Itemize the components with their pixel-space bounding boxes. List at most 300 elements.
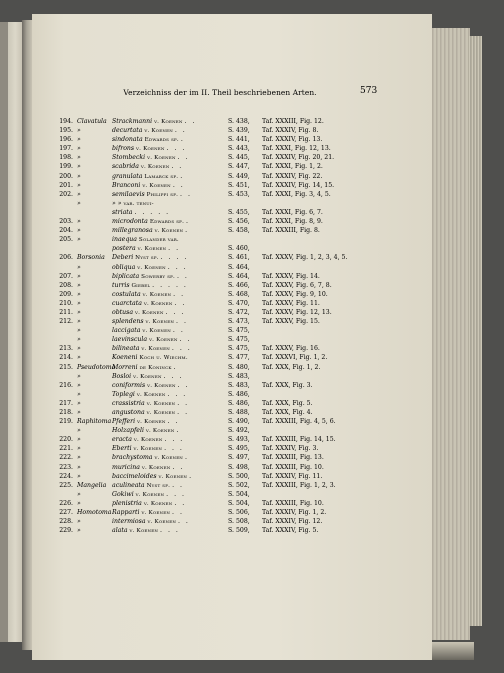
entry-number: 216.: [59, 381, 73, 389]
plate-reference: [262, 244, 392, 253]
species-name: granulata: [112, 172, 143, 180]
entry-species: [112, 499, 228, 508]
entry-number: 219.: [59, 418, 73, 426]
species-author: v. Koenen: [145, 428, 175, 435]
page-reference: S. 506,: [228, 509, 250, 517]
leader-dots: . . .: [160, 527, 180, 535]
page-reference: S. 447,: [228, 163, 250, 171]
entry-number: 224.: [59, 472, 73, 480]
species-name: sindonata: [112, 136, 143, 144]
entry-species: [112, 199, 228, 208]
index-entry: [48, 463, 428, 472]
index-entry: [48, 263, 428, 272]
entry-genus: »: [77, 336, 81, 344]
entry-species: [112, 426, 228, 435]
leader-dots: . . . .: [160, 254, 189, 262]
entry-species: [112, 272, 228, 281]
leader-dots: . .: [174, 299, 187, 307]
species-name: laccigata: [112, 327, 141, 335]
page-reference: S. 483,: [228, 381, 250, 389]
plate-reference: Taf. XXXV, Fig. 12, 13.: [262, 308, 332, 316]
species-author: v. Koenen: [133, 437, 163, 444]
entry-number: 203.: [59, 218, 73, 226]
page-stack-edge: [430, 28, 470, 640]
page-reference: S. 443,: [228, 145, 250, 153]
entry-genus: »: [77, 399, 81, 407]
page-reference: S. 466,: [228, 281, 250, 289]
entry-species: [112, 153, 228, 162]
page-reference: S. 504,: [228, 490, 250, 498]
species-author: v. Koenen: [154, 455, 184, 462]
index-entry: [48, 481, 428, 490]
page-reference: S. 477,: [228, 354, 250, 362]
entry-genus: »: [77, 427, 81, 435]
index-entry: [48, 235, 428, 244]
entry-species: [112, 472, 228, 481]
entry-genus: Clavatula: [77, 118, 107, 125]
index-entry: [48, 290, 428, 299]
index-entry: [48, 299, 428, 308]
running-header: Verzeichniss der im II. Theil beschriebenen Arten.: [123, 88, 317, 97]
entry-species: [112, 481, 228, 490]
species-author: v. Koenen: [135, 309, 164, 316]
page-reference: S. 490,: [228, 418, 250, 426]
entry-genus: [77, 208, 112, 217]
plate-reference: Taf. XXXIII, Fig. 1, 2, 3.: [262, 481, 336, 489]
entry-genus: Borsonia: [77, 254, 105, 262]
species-author: de Koninck: [139, 364, 172, 371]
entry-number: 226.: [59, 499, 73, 507]
species-author: v. Koenen: [149, 337, 178, 344]
page-reference: S. 439,: [228, 127, 250, 135]
entry-number: 215.: [59, 363, 73, 371]
index-entry: [48, 372, 428, 381]
entry-number: 225.: [59, 481, 73, 489]
entry-genus: »: [77, 472, 81, 480]
species-author: v. Koenen: [146, 400, 176, 407]
species-index-list: [48, 117, 428, 535]
species-author: v. Koenen: [141, 346, 170, 353]
leader-dots: . .: [177, 154, 190, 162]
species-name: plenistria: [112, 499, 142, 507]
species-name: cuarctata: [112, 299, 142, 307]
page-reference: S. 451,: [228, 181, 250, 189]
index-entry: [48, 444, 428, 453]
index-entry: [48, 399, 428, 408]
species-name: » »: [112, 199, 122, 207]
species-name: splendens: [112, 318, 144, 326]
leader-dots: . .: [167, 418, 180, 426]
species-author: Giebel: [131, 282, 151, 289]
entry-genus: »: [77, 436, 81, 444]
entry-species: [112, 208, 228, 217]
plate-reference: Taf. XXXIV, Fig. 22.: [262, 172, 323, 180]
entry-genus: »: [77, 499, 81, 507]
plate-reference: Taf. XXXIII, Fig. 13.: [262, 454, 324, 462]
page-reference: S. 497,: [228, 454, 250, 462]
species-author: v. Koenen: [137, 264, 166, 271]
leader-dots: .: [173, 363, 178, 371]
entry-species: [112, 308, 228, 317]
entry-genus: »: [77, 409, 81, 416]
species-name: Toplegi: [112, 390, 135, 398]
entry-number: [48, 490, 77, 499]
page-reference: S. 470,: [228, 299, 250, 307]
index-entry: [48, 326, 428, 335]
index-entry: [48, 144, 428, 153]
leader-dots: . .: [178, 518, 190, 526]
index-entry: [48, 435, 428, 444]
leader-dots: .: [185, 227, 190, 235]
entry-genus: »: [77, 172, 81, 180]
leader-dots: . .: [184, 118, 197, 125]
entry-species: [112, 353, 228, 362]
species-author: v. Koenen: [142, 291, 172, 298]
entry-number: 220.: [59, 436, 73, 444]
plate-reference: Taf. XXXIII, Fig. 4, 5, 6.: [262, 418, 336, 426]
plate-reference: Taf. XXX, Fig. 3.: [262, 381, 313, 389]
index-entry: [48, 453, 428, 462]
entry-genus: »: [77, 463, 81, 471]
plate-reference: Taf. XXXI, Fig. 6, 7.: [262, 208, 323, 216]
leader-dots: . .: [173, 290, 186, 298]
leader-dots: . .: [168, 245, 181, 253]
species-name: Strackmanni: [112, 118, 153, 125]
page-reference: S. 473,: [228, 318, 250, 326]
leader-dots: . .: [180, 190, 192, 198]
index-entry: [48, 208, 428, 217]
plate-reference: Taf. XXXV, Fig. 14.: [262, 272, 320, 280]
entry-genus: »: [77, 527, 81, 535]
species-name: millegranosa: [112, 227, 153, 235]
species-author: v. Koenen: [154, 228, 184, 235]
species-author: Lamarck sp.: [144, 173, 179, 180]
plate-reference: Taf. XXXI, Fig. 12, 13.: [262, 145, 331, 153]
leader-dots: . . .: [164, 436, 185, 444]
plate-reference: Taf. XXXIII, Fig. 8.: [262, 227, 320, 235]
entry-species: [112, 281, 228, 290]
page-reference: S. 500,: [228, 472, 250, 480]
species-name: Bosloi: [112, 372, 132, 380]
leader-dots: . .: [172, 181, 185, 189]
page-reference: S. 458,: [228, 227, 250, 235]
leader-dots: . .: [171, 163, 184, 171]
entry-species: [112, 299, 228, 308]
entry-number: [48, 372, 77, 381]
entry-species: [112, 372, 228, 381]
entry-number: 208.: [59, 281, 73, 289]
left-page-shadow: [0, 22, 8, 642]
species-name: turris: [112, 281, 130, 289]
index-entry: [48, 526, 428, 535]
leader-dots: . .: [177, 381, 190, 389]
species-name: coniformis: [112, 381, 146, 389]
entry-species: [112, 344, 228, 353]
page-reference: S. 445,: [228, 154, 250, 162]
entry-genus: »: [77, 218, 81, 226]
entry-genus: »: [77, 345, 81, 353]
species-name: striata: [112, 208, 133, 216]
entry-species: [112, 263, 228, 272]
entry-number: 201.: [59, 181, 73, 189]
species-name: Deberi: [112, 254, 134, 262]
entry-genus: »: [77, 372, 81, 380]
plate-reference: Taf. XXXV, Fig. 15.: [262, 318, 320, 326]
leader-dots: . .: [172, 509, 184, 517]
plate-reference: Taf. XXX, Fig. 5.: [262, 399, 313, 407]
leader-dots: . .: [172, 481, 184, 489]
leader-dots: . . .: [171, 345, 192, 353]
entry-species: [112, 381, 228, 390]
entry-number: 211.: [59, 308, 73, 316]
entry-species: [112, 517, 228, 526]
entry-genus: »: [77, 318, 81, 326]
index-entry: [48, 244, 428, 253]
species-author: v. Koenen: [143, 500, 173, 507]
entry-genus: »: [77, 445, 81, 453]
index-entry: [48, 335, 428, 344]
entry-genus: »: [77, 190, 81, 198]
page-reference: S. 493,: [228, 436, 250, 444]
species-name: microdonta: [112, 218, 148, 226]
entry-species: [112, 253, 228, 262]
index-entry: [48, 253, 428, 262]
page-reference: S. 492,: [228, 427, 250, 435]
entry-number: 202.: [59, 190, 73, 198]
entry-species: [112, 172, 228, 181]
species-author: v. Koenen: [140, 164, 170, 171]
page-reference: S. 495,: [228, 445, 250, 453]
leader-dots: . .: [174, 127, 187, 135]
index-entry: [48, 408, 428, 417]
index-entry: [48, 117, 428, 126]
species-author: Nyst sp.: [146, 482, 171, 489]
index-entry: [48, 517, 428, 526]
entry-number: 199.: [59, 163, 73, 171]
entry-genus: »: [77, 354, 81, 362]
page-reference: S. 460,: [228, 245, 250, 253]
entry-genus: »: [77, 199, 81, 207]
leader-dots: . .: [176, 318, 188, 326]
entry-genus: »: [77, 454, 81, 462]
entry-species: [112, 526, 228, 535]
species-author: v. Koenen: [137, 419, 166, 426]
entry-number: 198.: [59, 154, 73, 162]
species-author: Koch u. Wiechm.: [139, 355, 188, 362]
entry-species: [112, 226, 228, 235]
plate-reference: Taf. XXXIV, Fig. 13.: [262, 136, 323, 144]
page-reference: S. 468,: [228, 290, 250, 298]
index-entry: [48, 199, 428, 208]
species-author: v. Koenen: [133, 446, 163, 453]
species-author: v. Koenen: [137, 246, 167, 253]
species-author: v. Koenen: [136, 146, 165, 153]
index-entry: [48, 217, 428, 226]
entry-species: [112, 135, 228, 144]
page-stack-outer: [468, 36, 482, 626]
species-author: v. Koenen: [141, 464, 171, 471]
page-number: 573: [360, 86, 378, 96]
plate-reference: Taf. XXXIV, Fig. 14, 15.: [262, 181, 335, 189]
species-name: alata: [112, 527, 128, 535]
entry-species: [112, 508, 228, 517]
entry-species: [112, 390, 228, 399]
entry-species: [112, 463, 228, 472]
plate-reference: Taf. XXX, Fig. 4.: [262, 409, 313, 416]
entry-number: 223.: [59, 463, 73, 471]
index-entry: [48, 135, 428, 144]
plate-reference: Taf. XXXI, Fig. 1, 2.: [262, 163, 323, 171]
entry-species: [112, 453, 228, 462]
page-reference: [228, 235, 262, 244]
entry-species: [112, 244, 228, 253]
entry-genus: »: [77, 281, 81, 289]
index-entry: [48, 508, 428, 517]
plate-reference: Taf. XXXIV, Fig. 5.: [262, 527, 319, 535]
entry-number: 222.: [59, 454, 73, 462]
species-name: muricina: [112, 463, 140, 471]
entry-genus: »: [77, 327, 81, 335]
index-entry: [48, 190, 428, 199]
entry-genus: Pseudotoma: [77, 363, 116, 371]
page-reference: S. 508,: [228, 518, 250, 526]
plate-reference: Taf. XXXIV, Fig. 8.: [262, 127, 319, 135]
index-entry: [48, 181, 428, 190]
page-reference: S. 480,: [228, 363, 250, 371]
entry-genus: »: [77, 272, 81, 280]
index-entry: [48, 499, 428, 508]
entry-species: [112, 126, 228, 135]
index-entry: [48, 126, 428, 135]
species-author: v. Koenen: [142, 182, 171, 189]
species-author: v. Koenen: [136, 391, 166, 398]
plate-reference: Taf. XXXIII, Fig. 14, 15.: [262, 436, 336, 444]
page-reference: S. 449,: [228, 172, 250, 180]
entry-species: [112, 290, 228, 299]
entry-species: [112, 181, 228, 190]
entry-genus: »: [77, 154, 81, 162]
species-author: v. Koenen: [142, 328, 171, 335]
plate-reference: Taf. XXXVI, Fig. 1, 2.: [262, 354, 328, 362]
page-reference: S. 441,: [228, 136, 250, 144]
index-entry: [48, 272, 428, 281]
species-author: v. Koenen: [133, 373, 162, 380]
entry-species: [112, 335, 228, 344]
index-entry: [48, 317, 428, 326]
species-name: brachystoma: [112, 454, 153, 462]
page-reference: S. 472,: [228, 308, 250, 316]
entry-number: 195.: [59, 127, 73, 135]
plate-reference: [262, 199, 392, 208]
entry-number: 209.: [59, 290, 73, 298]
plate-reference: Taf. XXXV, Fig. 1, 2, 3, 4, 5.: [262, 254, 348, 262]
index-entry: [48, 281, 428, 290]
leader-dots: . . . . .: [134, 208, 171, 216]
entry-number: [48, 208, 77, 217]
entry-species: [112, 117, 228, 126]
species-author: v. Koenen: [129, 528, 159, 535]
entry-species: [112, 144, 228, 153]
entry-genus: »: [77, 127, 81, 135]
plate-reference: [262, 335, 392, 344]
leader-dots: . . .: [166, 490, 186, 498]
entry-species: [112, 235, 228, 244]
page-reference: S. 475,: [228, 345, 250, 353]
index-entry: [48, 363, 428, 372]
plate-reference: [262, 263, 392, 272]
plate-reference: [262, 490, 392, 499]
entry-number: [48, 335, 77, 344]
page-reference: S. 486,: [228, 390, 250, 398]
page-reference: S. 488,: [228, 409, 250, 416]
species-name: laevinscula: [112, 336, 148, 344]
species-name: Rapparti: [112, 509, 140, 517]
species-name: angustona: [112, 409, 145, 416]
index-entry: [48, 172, 428, 181]
species-author: v. Koenen: [135, 491, 165, 498]
leader-dots: .: [180, 136, 185, 144]
plate-reference: [262, 235, 392, 244]
leader-dots: .: [184, 454, 189, 462]
entry-genus: Raphitoma: [77, 418, 112, 426]
page-reference: S. 486,: [228, 399, 250, 407]
entry-number: 214.: [59, 354, 73, 362]
plate-reference: [262, 372, 392, 381]
species-author: Nyst sp.: [135, 255, 159, 262]
plate-reference: [262, 326, 392, 335]
species-name: Eberti: [112, 445, 132, 453]
page-reference: S. 455,: [228, 208, 250, 216]
entry-number: 205.: [59, 236, 73, 244]
leader-dots: . . .: [167, 263, 188, 271]
species-author: Edwards sp.: [149, 219, 185, 226]
index-entry: [48, 381, 428, 390]
species-name: bifrons: [112, 145, 135, 153]
species-author: v. Koenen: [145, 319, 175, 326]
species-name: Koeneni: [112, 354, 138, 362]
entry-number: 221.: [59, 445, 73, 453]
leader-dots: . . .: [164, 445, 184, 453]
species-name: bilineata: [112, 345, 140, 353]
species-name: eracta: [112, 436, 132, 444]
leader-dots: .: [180, 172, 185, 180]
plate-reference: Taf. XXXV, Fig. 6, 7, 8.: [262, 281, 332, 289]
entry-number: 207.: [59, 272, 73, 280]
entry-number: 212.: [59, 318, 73, 326]
species-author: v. Koenen: [147, 519, 177, 526]
index-entry: [48, 472, 428, 481]
entry-species: [112, 162, 228, 171]
entry-genus: »: [77, 236, 81, 244]
entry-species: [112, 217, 228, 226]
plate-reference: Taf. XXXV, Fig. 9, 10.: [262, 290, 328, 298]
entry-genus: »: [77, 299, 81, 307]
plate-reference: Taf. XXXIII, Fig. 12.: [262, 118, 324, 125]
leader-dots: . . .: [167, 390, 188, 398]
species-name: aculineata: [112, 481, 145, 489]
entry-genus: »: [77, 390, 81, 398]
species-name: Morreni: [112, 363, 138, 371]
entry-species: [112, 408, 228, 417]
entry-number: 197.: [59, 145, 73, 153]
entry-species: [112, 444, 228, 453]
page-reference: S. 453,: [228, 190, 250, 198]
plate-reference: Taf. XXXIII, Fig. 10.: [262, 499, 324, 507]
page-reference: S. 464,: [228, 263, 250, 271]
entry-number: 217.: [59, 399, 73, 407]
page-reference: S. 461,: [228, 254, 250, 262]
index-entry: [48, 226, 428, 235]
